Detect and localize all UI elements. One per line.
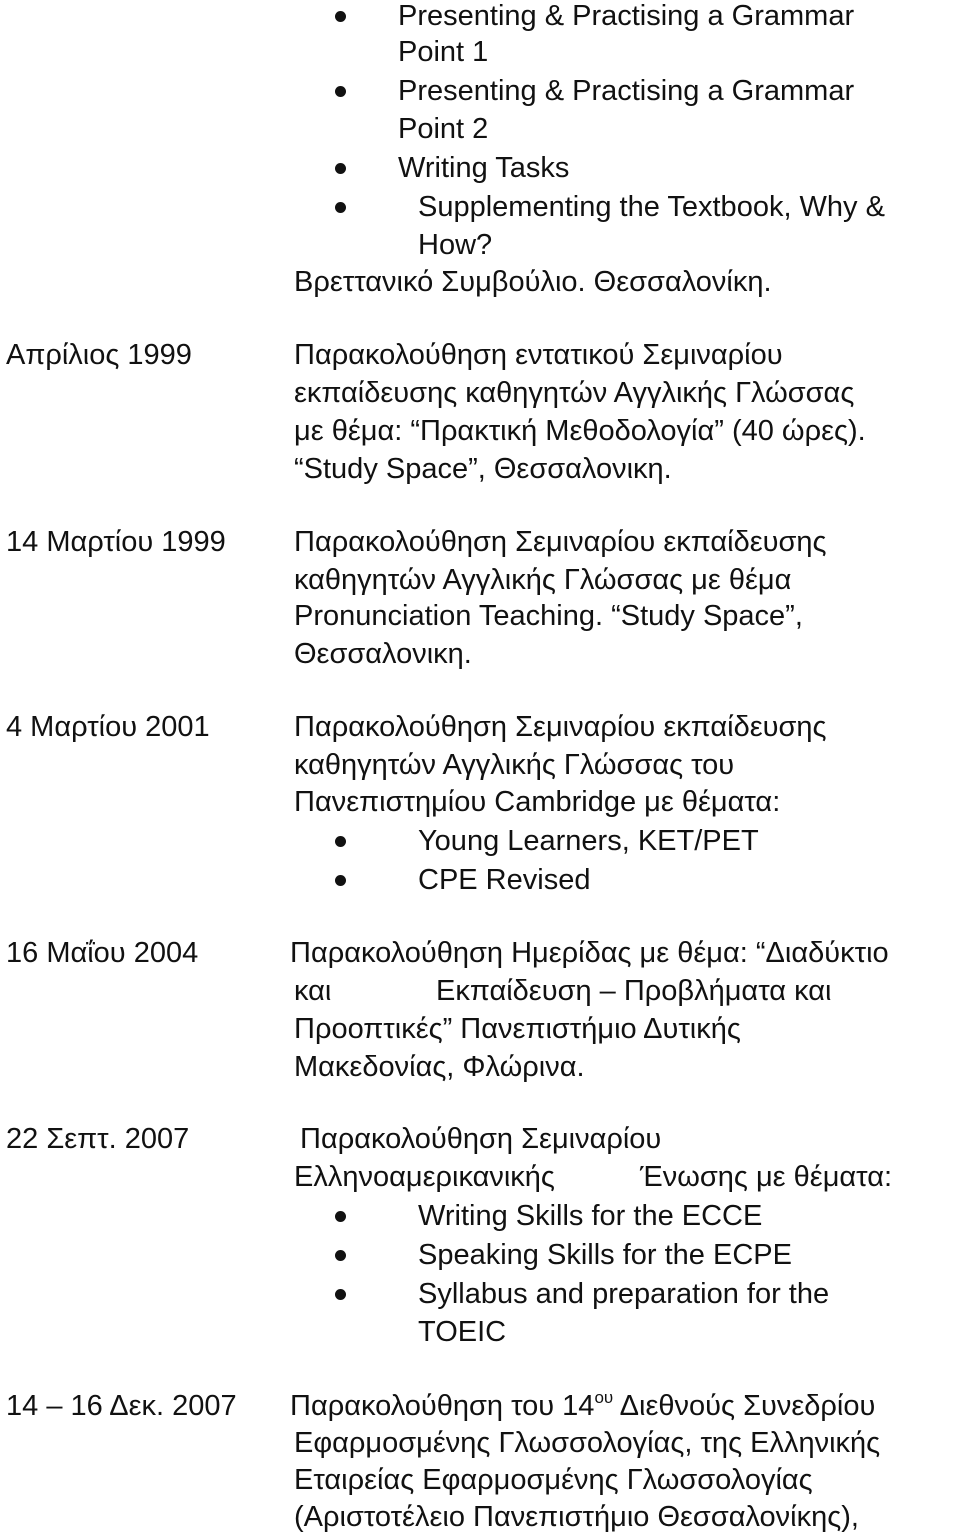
entry-description-line: Παρακολούθηση Σεμιναρίου εκπαίδευσης — [294, 526, 827, 558]
entry-description-line: Παρακολούθηση Σεμιναρίου εκπαίδευσης — [294, 711, 827, 743]
entry-description-line: με θέμα: “Πρακτική Μεθοδολογία” (40 ώρες). — [294, 415, 866, 447]
entry-description-line: “Study Space”, Θεσσαλονικη. — [294, 453, 672, 485]
entry-description-line: Pronunciation Teaching. “Study Space”, — [294, 600, 803, 632]
list-item: Writing Skills for the ECCE — [418, 1200, 763, 1232]
entry-date: 14 – 16 Δεκ. 2007 — [6, 1390, 237, 1422]
entry-description-line: Θεσσαλονικη. — [294, 638, 472, 670]
bullet-dot — [335, 11, 346, 22]
list-item: Presenting & Practising a Grammar — [398, 75, 855, 107]
entry-description-line: Εκπαίδευση – Προβλήματα και — [436, 975, 832, 1007]
bullet-dot — [335, 875, 346, 886]
location-text: Βρεττανικό Συμβούλιο. Θεσσαλονίκη. — [294, 266, 772, 298]
entry-description-line: Προοπτικές” Πανεπιστήμιο Δυτικής — [294, 1013, 741, 1045]
entry-description-line: καθηγητών Αγγλικής Γλώσσας του — [294, 749, 735, 781]
bullet-dot — [335, 202, 346, 213]
entry-description-line: Ένωσης με θέματα: — [640, 1161, 893, 1193]
bullet-dot — [335, 163, 346, 174]
entry-description-line: Μακεδονίας, Φλώρινα. — [294, 1051, 585, 1083]
bullet-dot — [335, 1250, 346, 1261]
entry-description-suffix: Διεθνούς Συνεδρίου — [619, 1390, 876, 1422]
entry-description-line: (Αριστοτέλειο Πανεπιστήμιο Θεσσαλονίκης), — [294, 1501, 859, 1533]
bullet-dot — [335, 836, 346, 847]
entry-description-line: Εταιρείας Εφαρμοσμένης Γλωσσολογίας — [294, 1464, 813, 1496]
entry-date: 22 Σεπτ. 2007 — [6, 1123, 190, 1155]
ordinal-superscript: ου — [594, 1388, 614, 1407]
list-item: Writing Tasks — [398, 152, 570, 184]
entry-description-prefix: Παρακολούθηση του 14 — [290, 1390, 595, 1422]
list-item-continuation: TOEIC — [418, 1316, 507, 1348]
list-item: Supplementing the Textbook, Why & — [418, 191, 885, 223]
list-item: Presenting & Practising a Grammar — [398, 0, 855, 32]
entry-description-line: Πανεπιστημίου Cambridge με θέματα: — [294, 786, 781, 818]
entry-date: 16 Μαΐου 2004 — [6, 937, 199, 969]
list-item: Young Learners, KET/PET — [418, 825, 759, 857]
entry-description-line: Παρακολούθηση Σεμιναρίου — [300, 1123, 662, 1155]
list-item-continuation: Point 1 — [398, 36, 489, 68]
list-item-continuation: Point 2 — [398, 113, 489, 145]
entry-description-line: και — [294, 975, 332, 1007]
list-item: CPE Revised — [418, 864, 591, 896]
entry-description-line: Παρακολούθηση Ημερίδας με θέμα: “Διαδύκτιο — [290, 937, 889, 969]
entry-description-line: εκπαίδευσης καθηγητών Αγγλικής Γλώσσας — [294, 377, 855, 409]
list-item: Syllabus and preparation for the — [418, 1278, 830, 1310]
entry-date: Απρίλιος 1999 — [6, 339, 192, 371]
entry-date: 4 Μαρτίου 2001 — [6, 711, 210, 743]
list-item: Speaking Skills for the ECPE — [418, 1239, 792, 1271]
list-item-continuation: How? — [418, 229, 493, 261]
entry-description-line: Εφαρμοσμένης Γλωσσολογίας, της Ελληνικής — [294, 1427, 881, 1459]
entry-description-line: καθηγητών Αγγλικής Γλώσσας με θέμα — [294, 564, 792, 596]
bullet-dot — [335, 1289, 346, 1300]
entry-description-line: Παρακολούθηση εντατικού Σεμιναρίου — [294, 339, 783, 371]
bullet-dot — [335, 1211, 346, 1222]
entry-date: 14 Μαρτίου 1999 — [6, 526, 226, 558]
entry-description-line: Ελληνοαμερικανικής — [294, 1161, 555, 1193]
bullet-dot — [335, 86, 346, 97]
entry-description-line — [290, 1388, 876, 1422]
